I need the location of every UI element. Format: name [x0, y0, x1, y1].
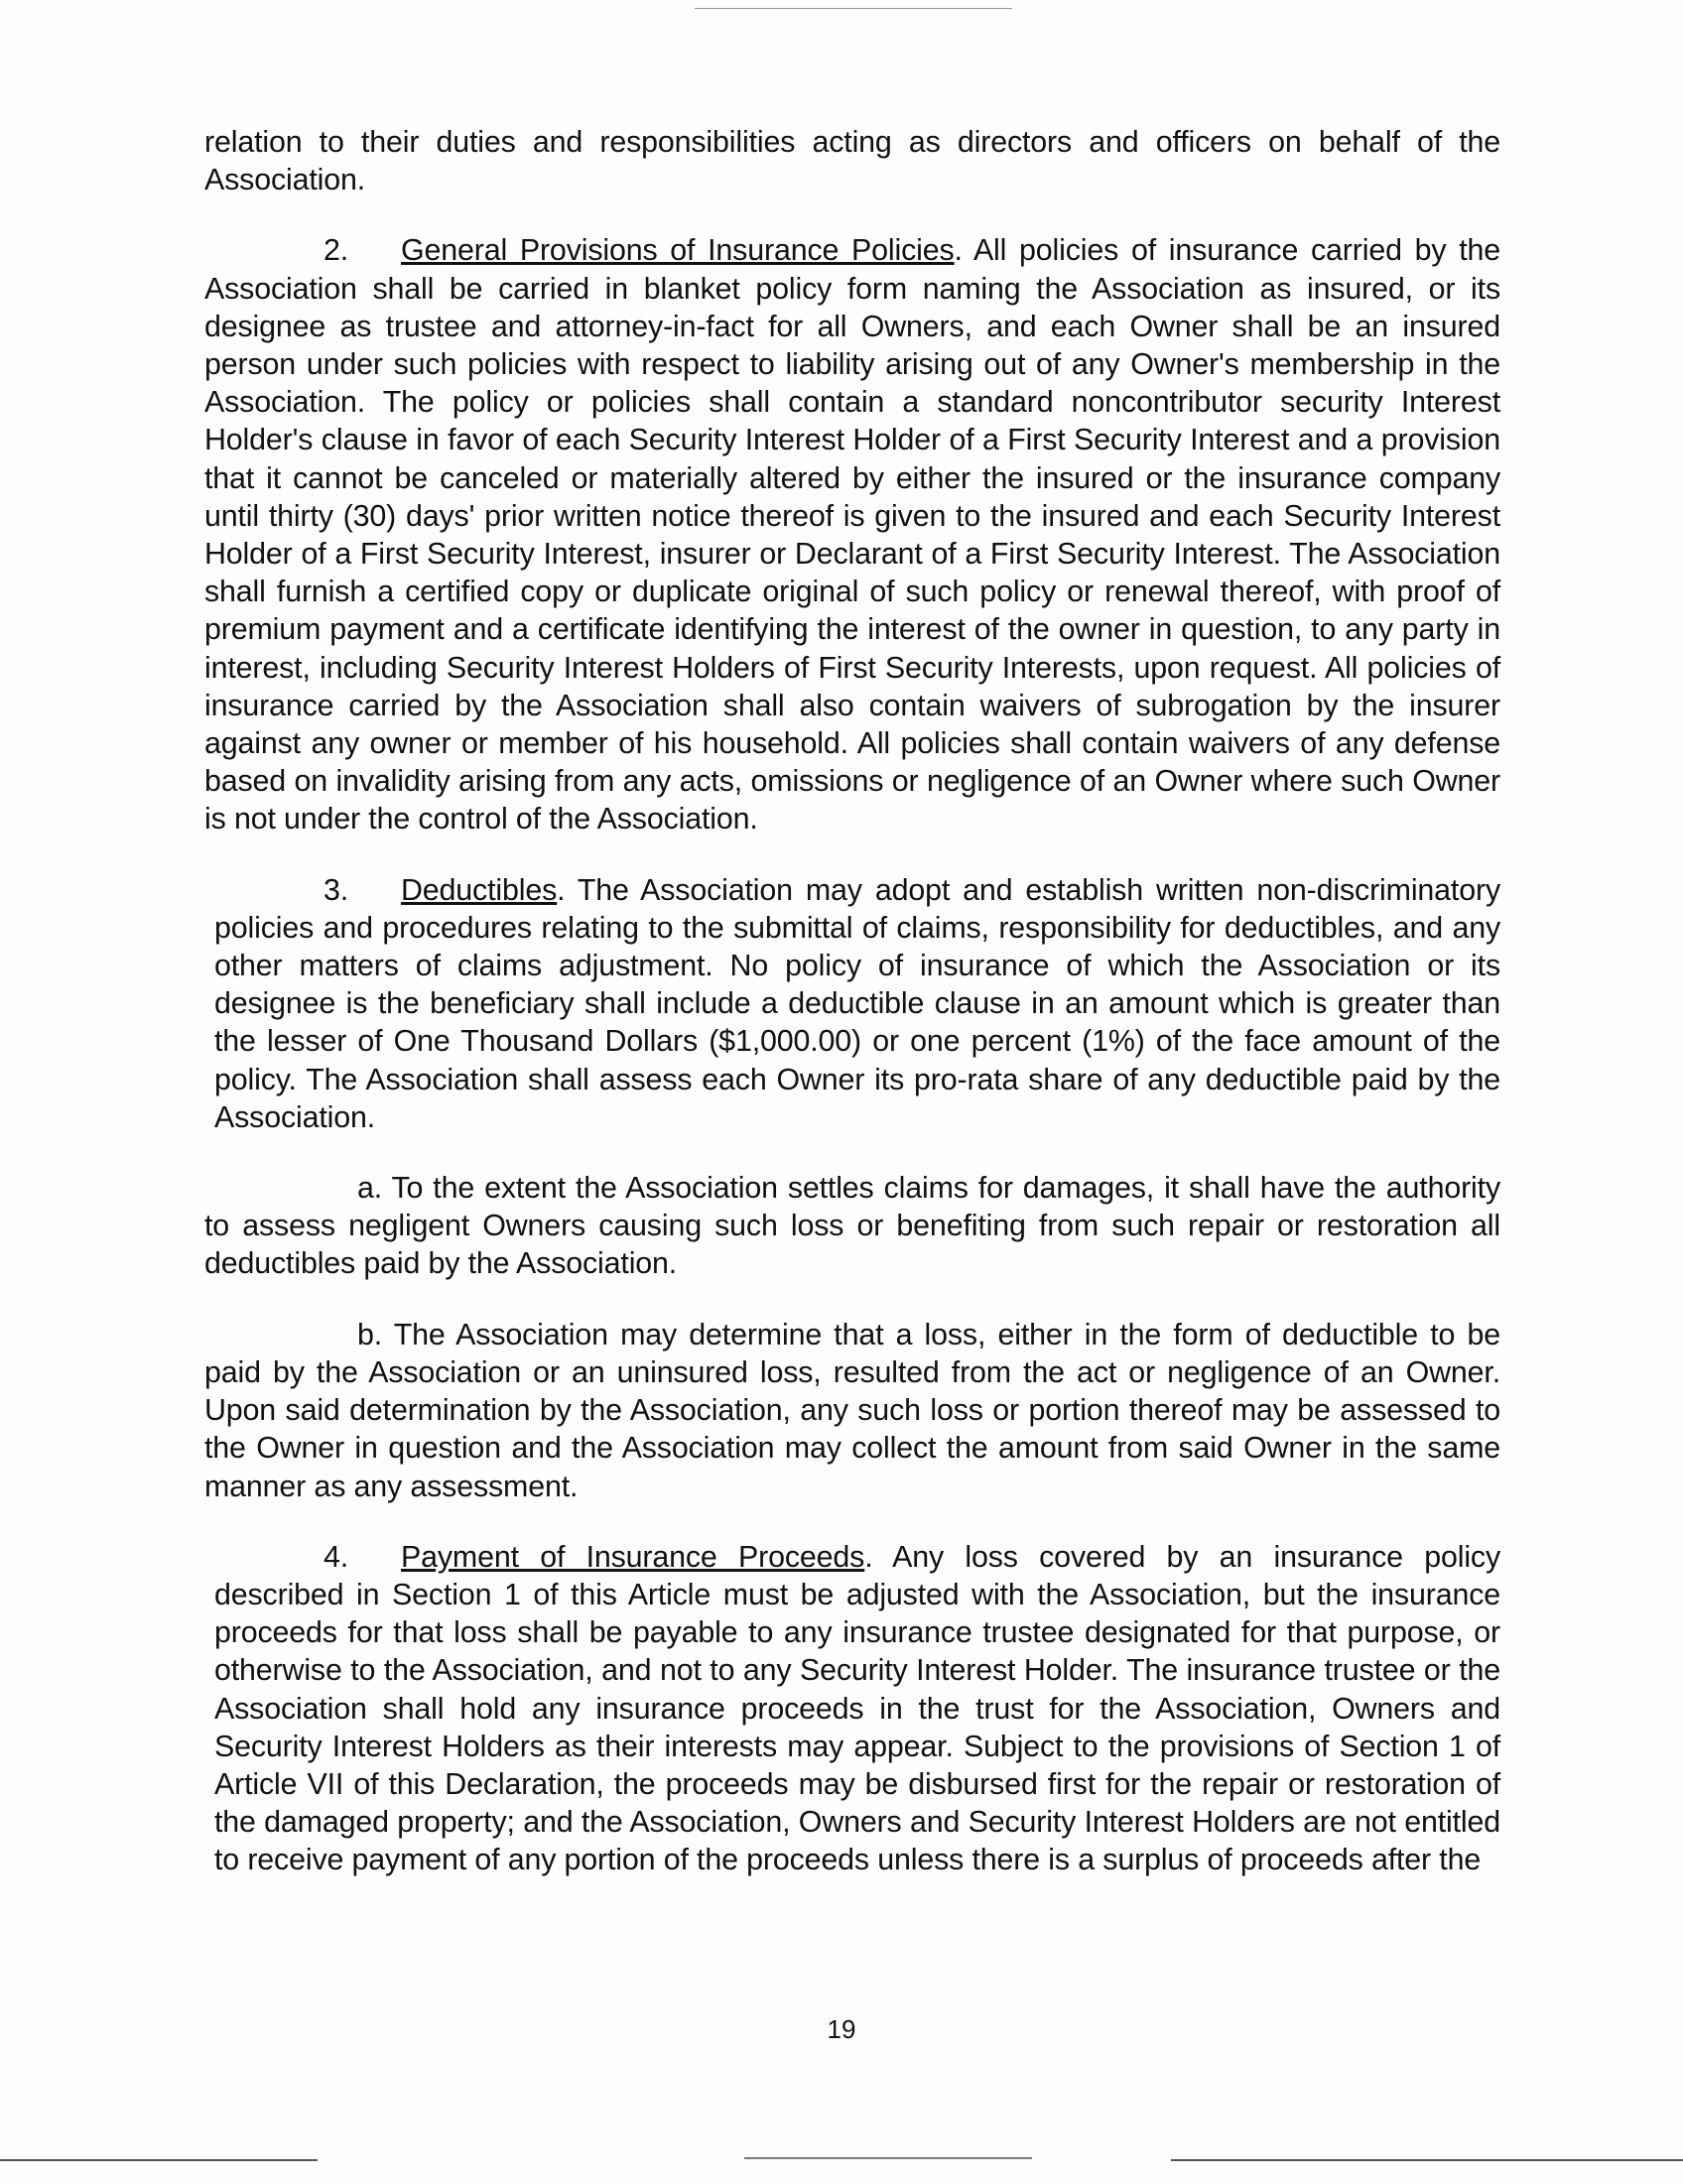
section-2-text: . All policies of insurance carried by the Association shall be carried in blanket policy form naming the Association as insured, or its designee as trustee and attorney-in-fact for all Owners, and each Owner shall be an insured person under such policies with respect to liability arising out of any Owner's membership in the Association. The policy or policies shall contain a standard noncontributor security Interest Holder's clause in favor of each Security Interest Holder of a First Security Interest and a provision that it cannot be canceled or materially altered by either the insured or the insurance company until thirty (30) days' prior written notice thereof is given to the insured and each Security Interest Holder of a First Security Interest, insurer or Declarant of a First Security Interest. The Association shall furnish a certified copy or duplicate original of such policy or renewal thereof, with proof of premium payment and a certificate identifying the interest of the owner in question, to any party in interest, including Security Interest Holders of First Security Interests, upon request. All policies of insurance carried by the Association shall also contain waivers of subrogation by the insurer against any owner or member of his household. All policies shall contain waivers of any defense based on invalidity arising from any acts, omissions or negligence of an Owner where such Owner is not under the control of the Association. [204, 233, 1500, 836]
section-2-heading: General Provisions of Insurance Policies [401, 233, 955, 268]
continuation-paragraph: relation to their duties and responsibilities acting as directors and officers on behalf of the Association. [204, 125, 1500, 197]
section-3-number: 3. [324, 872, 349, 907]
section-2-paragraph [204, 231, 1500, 837]
scan-artifact-bottom-right [1171, 2159, 1683, 2161]
subsection-b-text: The Association may determine that a loss, either in the form of deductible to be paid by the Association or an uninsured loss, resulted from the act or negligence of an Owner. Upon said determination by the Association, any such loss or portion thereof may be assessed to the Owner in question and the Association may collect the amount from said Owner in the same manner as any assessment. [204, 1317, 1500, 1503]
section-4-paragraph [204, 1538, 1500, 1879]
scan-artifact-top [695, 8, 1012, 9]
subsection-a-paragraph [204, 1169, 1500, 1283]
subsection-b-letter: b. [357, 1317, 383, 1351]
subsection-b-paragraph [204, 1316, 1500, 1505]
scan-artifact-bottom-mid [744, 2157, 1032, 2159]
subsection-a-text: To the extent the Association settles claims for damages, it shall have the authority to assess negligent Owners causing such loss or benefiting from such repair or restoration all deductibles paid by the Association. [204, 1171, 1500, 1281]
section-3-heading: Deductibles [401, 872, 558, 907]
scan-artifact-bottom-left [0, 2159, 318, 2161]
section-4-text: . Any loss covered by an insurance policy described in Section 1 of this Article must be adjusted with the Association, but the insurance proceeds for that loss shall be payable to any insurance trustee designated for that purpose, or otherwise to the Association, and not to any Security Interest Holder. The insurance trustee or the Association shall hold any insurance proceeds in the trust for the Association, Owners and Security Interest Holders as their interests may appear. Subject to the provisions of Section 1 of Article VII of this Declaration, the proceeds may be disbursed first for the repair or restoration of the damaged property; and the Association, Owners and Security Interest Holders are not entitled to receive payment of any portion of the proceeds unless there is a surplus of proceeds after the [214, 1539, 1501, 1877]
section-4-number: 4. [324, 1539, 349, 1574]
page-number: 19 [827, 2014, 856, 2044]
section-2-number: 2. [324, 233, 349, 268]
subsection-a-letter: a. [357, 1171, 383, 1206]
section-4-heading: Payment of Insurance Proceeds [401, 1539, 865, 1574]
section-3-paragraph [204, 871, 1500, 1136]
document-body [204, 123, 1500, 1912]
section-3-text: . The Association may adopt and establish written non-discriminatory policies and procedures relating to the submittal of claims, responsibility for deductibles, and any other matters of claims adjustment. No policy of insurance of which the Association or its designee is the beneficiary shall include a deductible clause in an amount which is greater than the lesser of One Thousand Dollars ($1,000.00) or one percent (1%) of the face amount of the policy. The Association shall assess each Owner its pro-rata share of any deductible paid by the Association. [214, 872, 1500, 1134]
